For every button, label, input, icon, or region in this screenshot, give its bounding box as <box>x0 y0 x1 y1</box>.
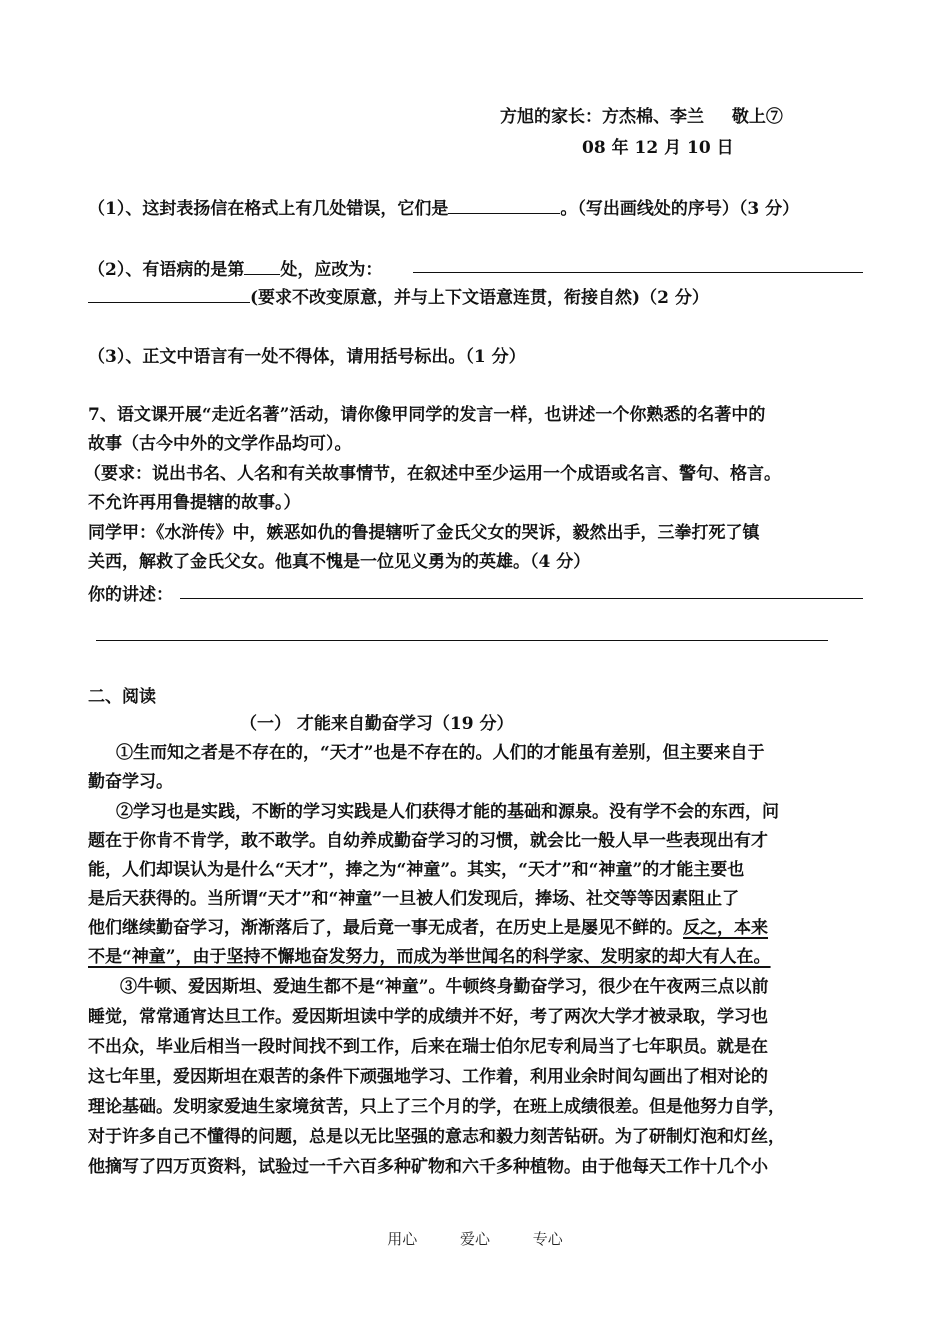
paragraph-2-line: 题在于你肯不肯学，敢不敢学。自幼养成勤奋学习的习惯，就会比一般人早一些表现出有才 <box>88 831 768 851</box>
footer-word: 用心 <box>387 1230 418 1248</box>
underlined-sentence-start: 反之，本来 <box>683 918 768 938</box>
q6-sub1-blank[interactable] <box>448 195 560 214</box>
q6-sub2-text: （2）、有语病的是第 <box>88 260 245 280</box>
paragraph-2-line <box>88 944 771 970</box>
footer-word: 专心 <box>532 1230 563 1248</box>
q7-requirement-2: 不允许再用鲁提辖的故事。） <box>88 493 301 513</box>
signature-parents: 方旭的家长：方杰棉、李兰 <box>500 107 704 127</box>
q7-answer-label: 你的讲述： <box>88 585 173 605</box>
q6-sub2-answer-line[interactable] <box>413 272 863 273</box>
paragraph-1-line: 勤奋学习。 <box>88 772 173 792</box>
paragraph-3-line: ③牛顿、爱因斯坦、爱迪生都不是“神童”。牛顿终身勤奋学习，很少在午夜两三点以前 <box>120 977 769 997</box>
signature-respect: 敬上⑦ <box>731 107 783 127</box>
paragraph-3-line: 不出众，毕业后相当一段时间找不到工作，后来在瑞士伯尔尼专利局当了七年职员。就是在 <box>88 1037 768 1057</box>
paragraph-3-line: 他摘写了四万页资料，试验过一千六百多种矿物和六千多种植物。由于他每天工作十几个小 <box>88 1157 768 1177</box>
page-footer <box>0 1228 950 1249</box>
q7-line2: 故事（古今中外的文学作品均可）。 <box>88 434 352 454</box>
q6-sub3: （3）、正文中语言有一处不得体，请用括号标出。（1 分） <box>88 347 526 367</box>
q7-answer-line-2[interactable] <box>96 640 828 641</box>
paragraph-3-line: 对于许多自己不懂得的问题，总是以无比坚强的意志和毅力刻苦钻研。为了研制灯泡和灯丝， <box>88 1127 785 1147</box>
q6-sub2-blank-position[interactable] <box>244 256 280 275</box>
letter-date: 08 年 12 月 10 日 <box>582 138 734 158</box>
q7-answer-line-1[interactable] <box>180 598 863 599</box>
q6-sub2-mid: 处，应改为： <box>280 260 383 280</box>
q6-sub1-tail: 。（写出画线处的序号）（3 分） <box>560 199 800 219</box>
paragraph-2-line: 能，人们却误认为是什么“天才”，捧之为“神童”。其实，“天才”和“神童”的才能主要也 <box>88 860 745 880</box>
q6-sub2-answer-line-2[interactable] <box>88 284 250 303</box>
paragraph-2-line <box>88 915 768 941</box>
q7-example-1: 同学甲：《水浒传》中，嫉恶如仇的鲁提辖听了金氏父女的哭诉，毅然出手，三拳打死了镇 <box>88 523 760 543</box>
paragraph-1-line: ①生而知之者是不存在的，“天才”也是不存在的。人们的才能虽有差别，但主要来自于 <box>116 743 765 763</box>
reading-passage-title: （一） 才能来自勤奋学习（19 分） <box>240 714 514 734</box>
paragraph-3-line: 睡觉，常常通宵达旦工作。爱因斯坦读中学的成绩并不好，考了两次大学才被录取，学习也 <box>88 1007 768 1027</box>
paragraph-3-line: 理论基础。发明家爱迪生家境贫苦，只上了三个月的学，在班上成绩很差。但是他努力自学， <box>88 1097 785 1117</box>
q6-sub2 <box>88 256 382 283</box>
q6-sub1 <box>88 195 799 222</box>
q6-sub2-requirement: (要求不改变原意，并与上下文语意连贯，衔接自然)（2 分） <box>250 288 709 308</box>
paragraph-2-line: ②学习也是实践，不断的学习实践是人们获得才能的基础和源泉。没有学不会的东西，问 <box>116 802 779 822</box>
reading-section-heading: 二、阅读 <box>88 687 156 707</box>
q7-line1: 7、语文课开展“走近名著”活动，请你像甲同学的发言一样，也讲述一个你熟悉的名著中的 <box>88 405 766 425</box>
paragraph-2-line: 是后天获得的。当所谓“天才”和“神童”一旦被人们发现后，捧场、社交等等因素阻止了 <box>88 889 740 909</box>
footer-word: 爱心 <box>459 1230 490 1248</box>
q6-sub2-cont <box>88 284 709 311</box>
q7-requirement-1: （要求：说出书名、人名和有关故事情节，在叙述中至少运用一个成语或名言、警句、格言。 <box>84 464 781 484</box>
underlined-sentence-end: 不是“神童”，由于坚持不懈地奋发努力，而成为举世闻名的科学家、发明家的却大有人在。 <box>88 947 771 967</box>
paragraph-3-line: 这七年里，爱因斯坦在艰苦的条件下顽强地学习、工作着，利用业余时间勾画出了相对论的 <box>88 1067 768 1087</box>
paragraph-2-text: 他们继续勤奋学习，渐渐落后了，最后竟一事无成者，在历史上是屡见不鲜的。 <box>88 918 683 938</box>
q6-sub1-text: （1）、这封表扬信在格式上有几处错误，它们是 <box>88 199 449 219</box>
letter-signature <box>500 104 783 130</box>
q7-example-2: 关西，解救了金氏父女。他真不愧是一位见义勇为的英雄。（4 分） <box>88 552 591 572</box>
